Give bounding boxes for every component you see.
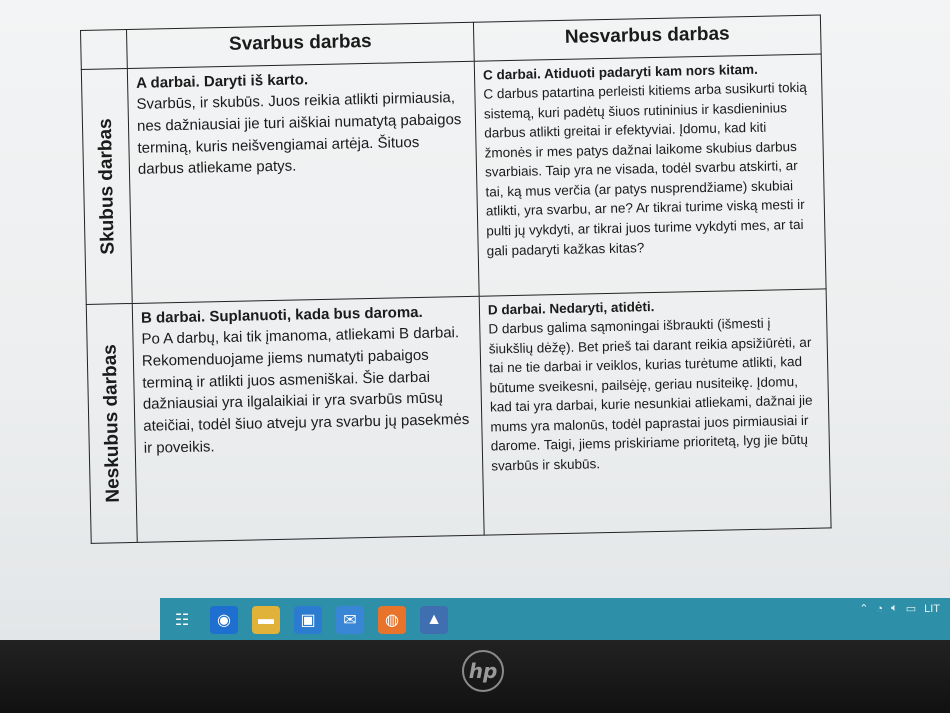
firefox-icon[interactable]: ◍ [378, 606, 406, 634]
photos-icon[interactable]: ▲ [420, 606, 448, 634]
column-header-not-important: Nesvarbus darbas [473, 15, 821, 61]
network-icon[interactable]: ◔ [876, 602, 884, 615]
mail-icon[interactable]: ✉ [336, 606, 364, 634]
chevron-up-icon[interactable]: ⌃ [859, 603, 869, 615]
row-label-urgent: Skubus darbas [94, 118, 119, 255]
system-tray [859, 602, 940, 615]
volume-icon[interactable]: 🔈︎ [891, 602, 898, 614]
column-header-important: Svarbus darbas [127, 22, 475, 68]
cell-b-text: Po A darbų, kai tik įmanoma, atliekami B darbai. Rekomenduojame jiems numatyti pabaigos terminą ir atlikti juos asmeniškai. Šie darbai dažniausiai yra ilgalaikiai ir yra svarbūs mūsų ateičiai, todėl šiuo atveju yra svarbu jų pasekmės ir poveikis. [141, 324, 470, 457]
store-icon[interactable]: ▣ [294, 606, 322, 634]
eisenhower-matrix-table [80, 14, 832, 543]
cell-b [132, 296, 484, 542]
keyboard-icon[interactable]: ▭ [905, 603, 917, 615]
cell-b-title: B darbai. Suplanuoti, kada bus daroma. [140, 303, 423, 327]
cell-d-text: D darbus galima sąmoningai išbraukti (išmesti į šiukšlių dėžę). Bet prieš tai darant reikia apsižiūrėti, ar tai ne tie darbai ir veiklos, kurias turėtume atlikti, kad būtume sveikesni, pailsėję, geriau nusiteikę. Įdomu, kad tai yra darbai, kurie nesunkiai atliekami, dažnai jie mums yra malonūs, todėl paprastai juos pirmiausiai ir darome. Taigi, jiems priskiriame prioritetą, lyg jie būtų svarbūs ir skubūs. [488, 315, 813, 474]
language-indicator[interactable]: LIT [924, 602, 940, 615]
document-page [80, 14, 851, 550]
cell-d-title: D darbai. Nedaryti, atidėti. [487, 299, 655, 318]
windows-taskbar [160, 598, 950, 642]
cell-a-title: A darbai. Daryti iš karto. [135, 71, 309, 92]
cell-a-text: Svarbūs, ir skubūs. Juos reikia atlikti pirmiausia, nes dažniausiai jie turi aiškiai numatytą pabaigos terminą, kuris neišvengiamai artėja. Šituos darbus atliekame patys. [136, 89, 462, 179]
cell-c-title: C darbai. Atiduoti padaryti kam nors kitam. [482, 61, 758, 83]
row-label-not-urgent: Neskubus darbas [99, 344, 124, 503]
cell-d [479, 289, 831, 535]
file-explorer-icon[interactable]: ▬ [252, 606, 280, 634]
table-corner [81, 30, 128, 70]
row-header-not-urgent [86, 303, 137, 543]
edge-browser-icon[interactable]: ◉ [210, 606, 238, 634]
taskbar-pinned-apps [168, 606, 448, 634]
cell-c-text: C darbus patartina perleisti kitiems arba susikurti tokią sistemą, kuri padėtų šiuos rutininius ir kasdieninius darbus atlikti greitai ir efektyviai. Įdomu, kad kiti žmonės ir mes patys dažnai laikome skubius darbus svarbiais. Taip yra ne visada, todėl svarbu atskirti, ar tai, ką mus verčia (ar patys nusprendžiame) skubiai atlikti, yra svarbu, ar ne? Ar tikrai turime viską mesti ir pulti jų vykdyti, ar tikrai juos turime vykdyti mes, ar tai gali padaryti kažkas kitas? [483, 79, 807, 259]
task-view-icon[interactable]: ☷ [168, 606, 196, 634]
cell-a [127, 61, 479, 303]
hp-logo: hp [462, 650, 504, 692]
cell-c [474, 54, 826, 296]
row-header-urgent [81, 69, 132, 305]
